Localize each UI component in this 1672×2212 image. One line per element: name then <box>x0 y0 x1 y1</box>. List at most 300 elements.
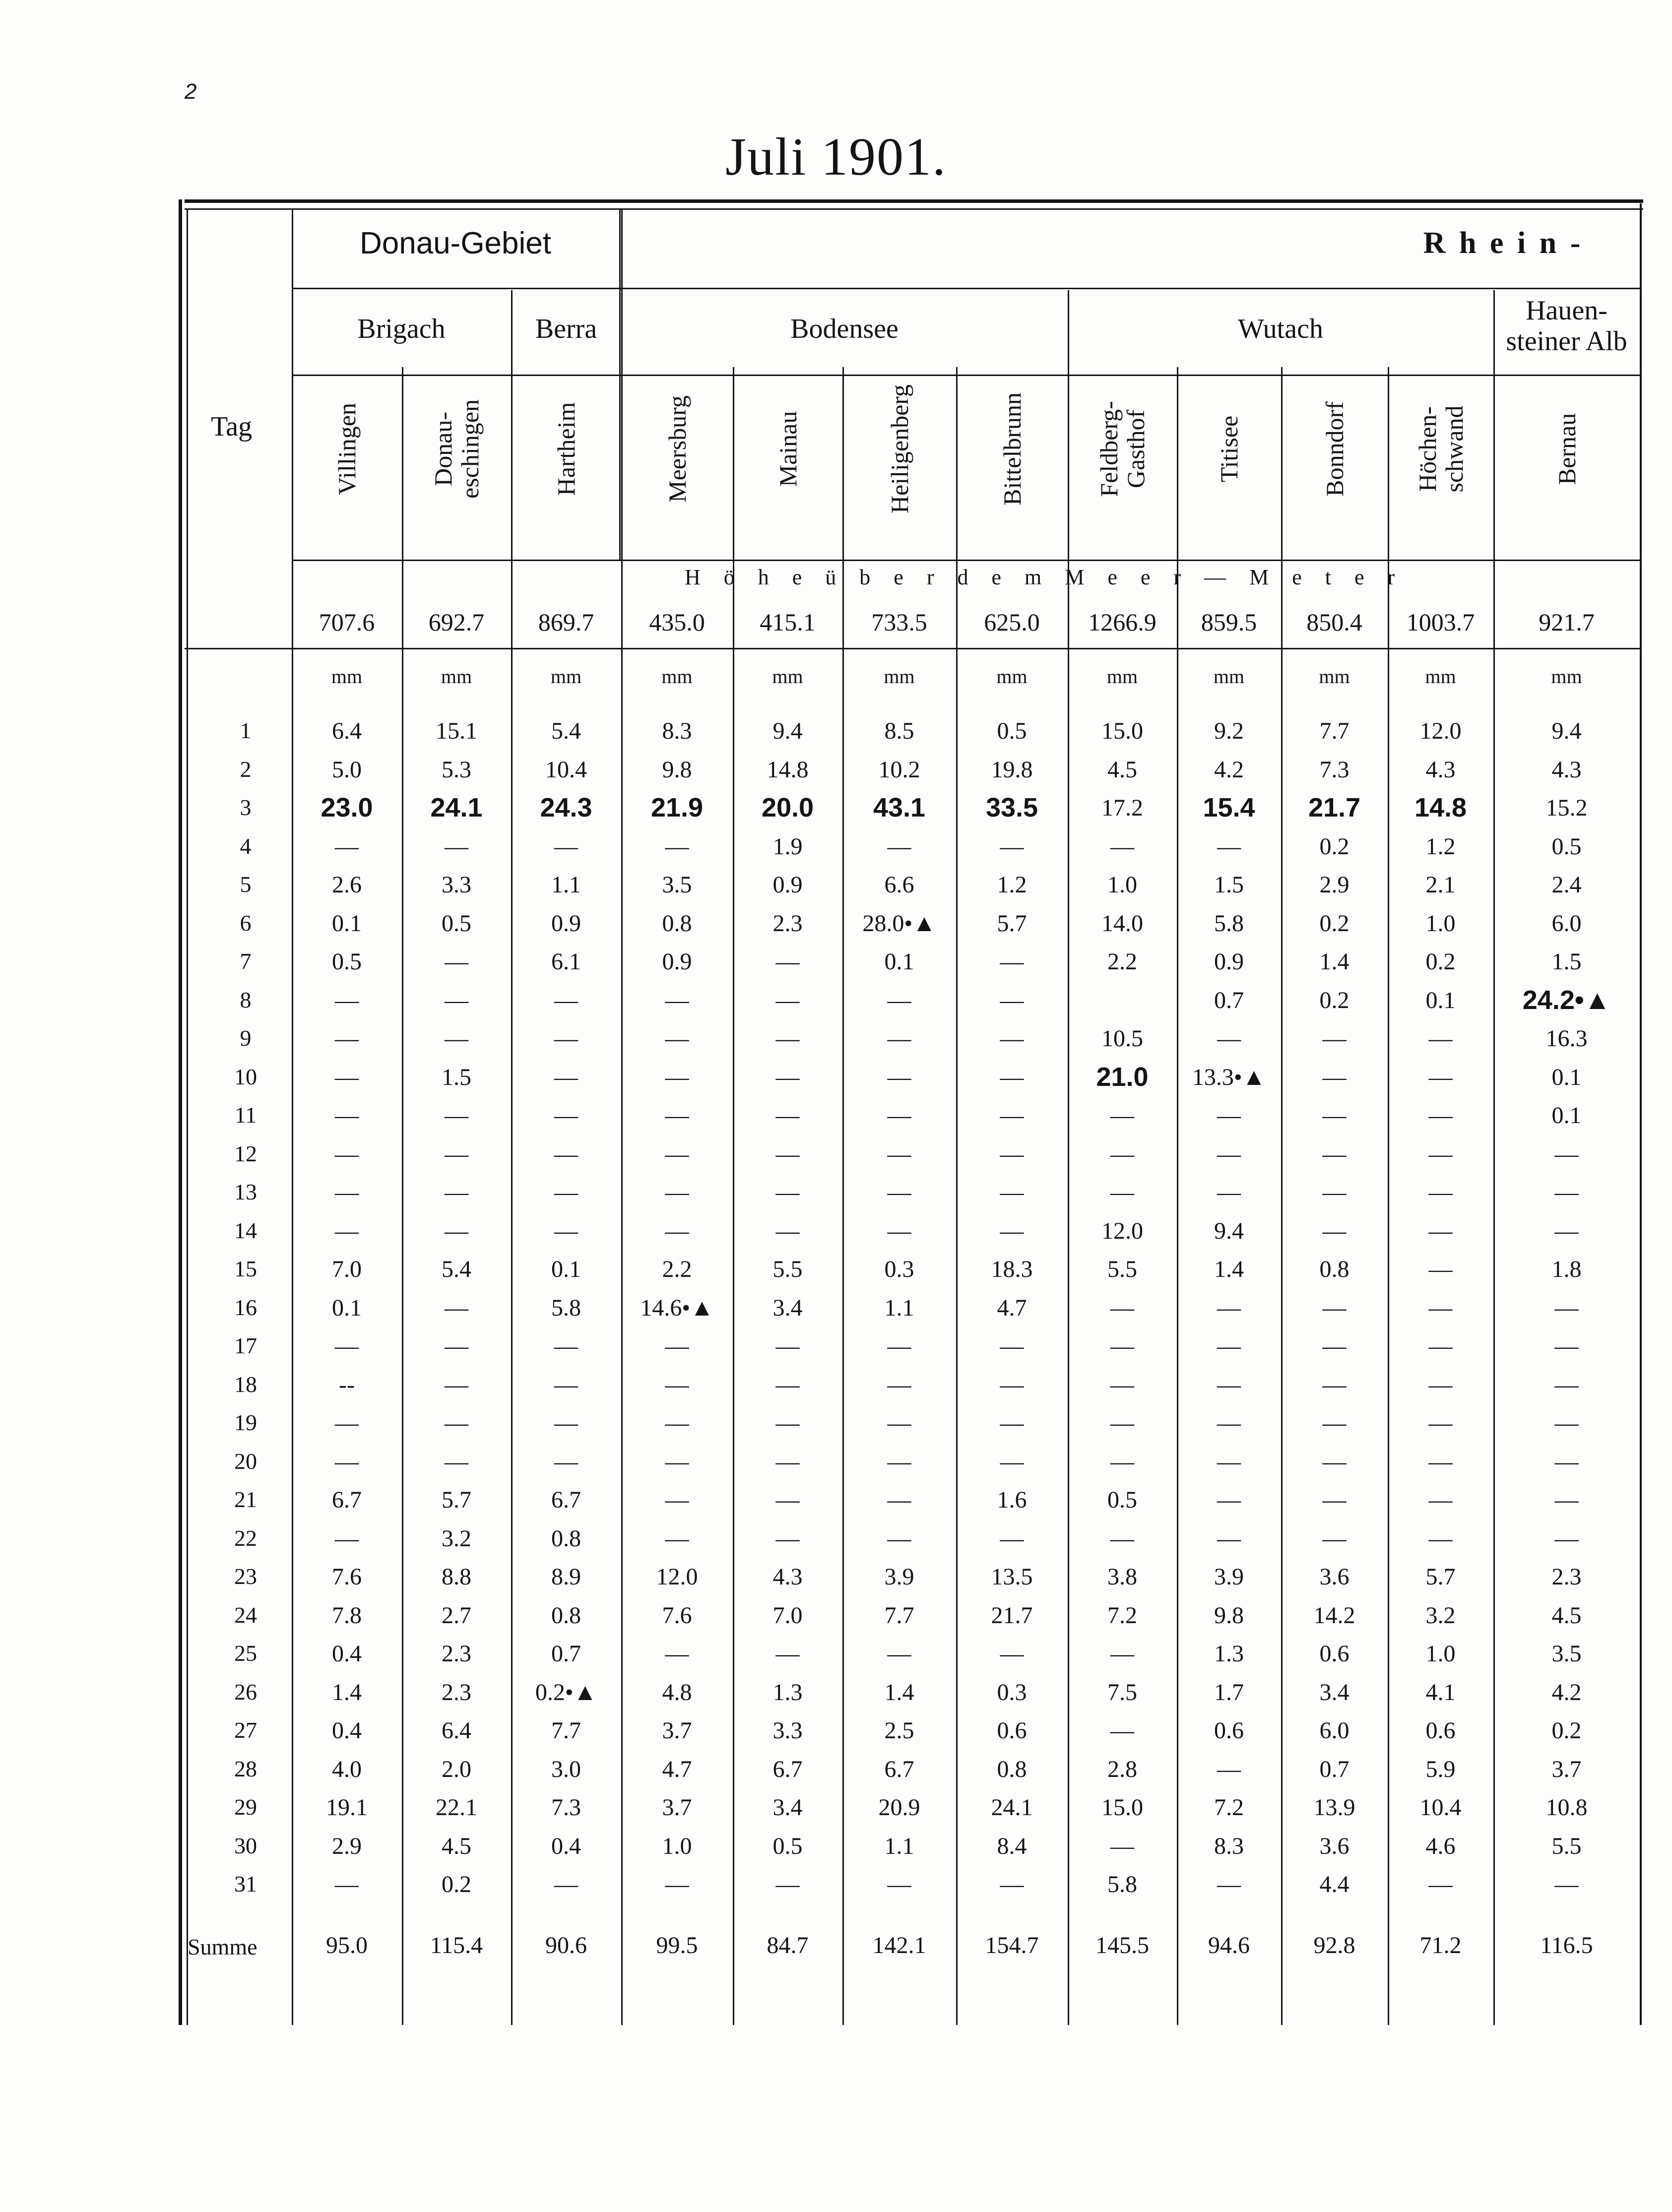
table-cell: 6.0 <box>1551 910 1582 937</box>
table-cell: — <box>775 1525 800 1552</box>
table-cell: 14.8 <box>1414 793 1467 822</box>
table-cell: — <box>1322 1294 1347 1321</box>
table-cell: 0.2 <box>1425 948 1456 975</box>
unit-label: mm <box>1319 665 1350 688</box>
table-cell: — <box>335 987 359 1013</box>
table-cell: 7.2 <box>1107 1602 1137 1629</box>
table-cell: 0.3 <box>997 1679 1027 1706</box>
table-cell: 1.6 <box>997 1487 1027 1513</box>
table-cell: 0.1 <box>332 910 362 937</box>
table-cell: — <box>1322 1140 1347 1167</box>
table-cell: — <box>775 1371 800 1398</box>
table-cell: — <box>554 1410 578 1436</box>
station-name: Hartheim <box>552 402 580 496</box>
unit-label: mm <box>1106 665 1138 688</box>
table-cell: — <box>775 1487 800 1513</box>
table-cell: — <box>554 1371 578 1398</box>
day-number: 10 <box>234 1064 257 1089</box>
table-cell: 10.4 <box>545 756 587 783</box>
table-cell: — <box>665 1025 689 1052</box>
table-cell: 0.1 <box>1551 1102 1582 1129</box>
table-cell: — <box>887 1217 911 1244</box>
table-cell: — <box>1110 1294 1134 1321</box>
table-cell: — <box>1322 1448 1347 1475</box>
table-cell: 5.0 <box>332 756 362 783</box>
station-elevation: 415.1 <box>760 608 816 636</box>
station-name: Heiligenberg <box>885 384 913 514</box>
table-cell: — <box>665 833 689 860</box>
table-cell: 3.4 <box>1319 1679 1350 1706</box>
summe-cell: 99.5 <box>656 1932 698 1959</box>
table-cell: — <box>1322 1025 1347 1052</box>
table-cell: 9.8 <box>662 756 692 783</box>
table-cell: 2.3 <box>1551 1564 1582 1590</box>
table-cell: 1.0 <box>1425 910 1456 937</box>
summe-cell: 116.5 <box>1540 1932 1593 1959</box>
day-number: 6 <box>240 910 252 936</box>
table-cell: 5.8 <box>1214 910 1244 937</box>
table-cell: — <box>445 1102 468 1129</box>
table-cell: 3.7 <box>662 1717 692 1744</box>
table-cell: — <box>1554 1140 1579 1167</box>
day-number: 9 <box>240 1025 252 1051</box>
table-cell: 5.4 <box>551 718 581 744</box>
table-cell: — <box>1217 833 1241 860</box>
table-cell: — <box>775 1064 800 1090</box>
table-cell: — <box>1000 1217 1024 1244</box>
station-name: Villingen <box>333 403 361 495</box>
table-cell: 17.2 <box>1101 795 1143 821</box>
summe-cell: 145.5 <box>1095 1932 1149 1959</box>
table-cell: 3.0 <box>551 1756 581 1782</box>
unit-label: mm <box>772 665 803 688</box>
table-cell: 15.0 <box>1101 1794 1143 1821</box>
table-cell: 4.1 <box>1425 1679 1456 1706</box>
table-cell: 1.4 <box>332 1679 362 1706</box>
table-cell: 5.9 <box>1425 1756 1456 1782</box>
table-cell: — <box>887 1641 911 1667</box>
table-cell: — <box>1000 1102 1024 1129</box>
table-cell: 1.0 <box>1425 1641 1456 1667</box>
table-cell: 10.2 <box>878 756 920 783</box>
day-number: 30 <box>234 1833 257 1858</box>
subgroup-label: Bodensee <box>790 314 899 344</box>
table-cell: 7.0 <box>332 1256 362 1282</box>
table-cell: 7.6 <box>662 1602 692 1629</box>
table-cell: 2.6 <box>332 872 362 898</box>
table-cell: 5.8 <box>551 1294 581 1321</box>
table-cell: — <box>665 1140 689 1167</box>
table-cell: — <box>1554 1179 1579 1205</box>
table-cell: 1.5 <box>1551 948 1582 975</box>
table-cell: — <box>335 1871 359 1897</box>
station-name: Donau- eschingen <box>429 399 484 499</box>
table-cell: 2.9 <box>332 1833 362 1859</box>
table-cell: 0.4 <box>332 1641 362 1667</box>
table-cell: 0.5 <box>997 718 1027 744</box>
table-cell: — <box>445 1294 468 1321</box>
table-cell: 3.8 <box>1107 1564 1137 1590</box>
day-number: 19 <box>234 1410 257 1435</box>
table-cell: 3.5 <box>1551 1641 1582 1667</box>
station-name: Feldberg- Gasthof <box>1095 401 1150 497</box>
table-cell: — <box>335 1179 359 1205</box>
subgroup-label: Brigach <box>357 314 446 344</box>
table-cell: 1.3 <box>1214 1641 1244 1667</box>
table-cell: 5.5 <box>1551 1833 1582 1859</box>
table-cell: — <box>445 1448 468 1475</box>
station-elevation: 869.7 <box>538 608 594 636</box>
summe-cell: 71.2 <box>1419 1932 1462 1959</box>
table-cell: — <box>335 1448 359 1475</box>
table-cell: — <box>775 1025 800 1052</box>
day-number: 1 <box>240 718 252 743</box>
table-cell: — <box>554 987 578 1013</box>
table-cell: 0.7 <box>551 1641 581 1667</box>
table-cell: 2.3 <box>772 910 803 937</box>
table-cell: — <box>887 1410 911 1436</box>
table-cell: — <box>1322 1102 1347 1129</box>
table-cell: 0.6 <box>997 1717 1027 1744</box>
table-cell: 2.2 <box>1107 948 1137 975</box>
day-number: 26 <box>234 1679 257 1705</box>
table-cell: — <box>887 1102 911 1129</box>
table-cell: 0.2 <box>1319 910 1350 937</box>
station-elevation: 1266.9 <box>1088 608 1157 636</box>
table-cell: 4.3 <box>1551 756 1582 783</box>
table-cell: — <box>1000 1448 1024 1475</box>
table-cell: — <box>1000 948 1024 975</box>
table-cell: 7.3 <box>1319 756 1350 783</box>
table-cell: — <box>1428 1333 1453 1359</box>
table-cell: 4.5 <box>442 1833 471 1859</box>
table-cell: — <box>1110 1333 1134 1359</box>
table-cell: 14.2 <box>1313 1602 1355 1629</box>
table-cell: 8.4 <box>997 1833 1027 1859</box>
table-cell: — <box>1217 1025 1241 1052</box>
table-cell: — <box>445 948 468 975</box>
table-cell: 6.4 <box>442 1717 471 1744</box>
day-number: 21 <box>234 1487 257 1512</box>
table-cell: 1.8 <box>1551 1256 1582 1282</box>
table-cell: — <box>1428 1217 1453 1244</box>
table-cell: — <box>775 1179 800 1205</box>
table-cell: 20.0 <box>761 793 814 822</box>
station-name: Meersburg <box>663 395 691 503</box>
station-name: Höchen- schwand <box>1413 405 1468 493</box>
table-cell: — <box>335 833 359 860</box>
day-number: 17 <box>234 1333 257 1358</box>
table-cell: 4.7 <box>662 1756 692 1782</box>
table-cell: 1.1 <box>884 1294 914 1321</box>
summe-cell: 154.7 <box>985 1932 1039 1959</box>
table-cell: — <box>1000 1871 1024 1897</box>
unit-label: mm <box>550 665 582 688</box>
table-cell: 3.2 <box>442 1525 471 1552</box>
table-cell: — <box>445 1140 468 1167</box>
table-cell: — <box>1217 1487 1241 1513</box>
table-cell: 3.6 <box>1319 1833 1350 1859</box>
table-cell: — <box>445 987 468 1013</box>
table-cell: — <box>554 1140 578 1167</box>
table-cell: — <box>554 1333 578 1359</box>
table-cell: 0.3 <box>884 1256 914 1282</box>
table-cell: 7.7 <box>551 1717 581 1744</box>
table-cell: 2.5 <box>884 1717 914 1744</box>
table-cell: — <box>887 1487 911 1513</box>
table-cell: 7.8 <box>332 1602 362 1629</box>
table-cell: 5.8 <box>1107 1871 1137 1897</box>
table-cell: 1.1 <box>884 1833 914 1859</box>
table-cell: — <box>887 1064 911 1090</box>
station-name: Bittelbrunn <box>998 392 1026 506</box>
table-cell: — <box>1000 1641 1024 1667</box>
table-cell: — <box>1110 1371 1134 1398</box>
table-cell: — <box>335 1410 359 1436</box>
table-cell: — <box>887 1525 911 1552</box>
day-number: 31 <box>234 1871 257 1896</box>
table-cell: 4.3 <box>1425 756 1456 783</box>
table-cell: — <box>665 1179 689 1205</box>
col-divider <box>619 208 621 561</box>
table-cell: 10.8 <box>1545 1794 1588 1821</box>
table-cell: 8.9 <box>551 1564 581 1590</box>
table-cell: 6.7 <box>884 1756 914 1782</box>
table-cell: 15.0 <box>1101 718 1143 744</box>
table-cell: 23.0 <box>321 793 373 822</box>
table-cell: 5.3 <box>442 756 471 783</box>
table-cell: 22.1 <box>436 1794 477 1821</box>
table-cell: 4.4 <box>1319 1871 1350 1897</box>
table-cell: 1.3 <box>772 1679 803 1706</box>
subgroup-label: Hauen- steiner Alb <box>1506 295 1627 357</box>
table-cell: 10.4 <box>1419 1794 1462 1821</box>
table-cell: 1.5 <box>442 1064 471 1090</box>
table-cell: — <box>1322 1179 1347 1205</box>
table-cell: 0.7 <box>1319 1756 1350 1782</box>
table-cell: 8.3 <box>662 718 692 744</box>
table-cell: 43.1 <box>873 793 926 822</box>
table-cell: 4.5 <box>1107 756 1137 783</box>
table-cell: — <box>335 1140 359 1167</box>
table-cell: — <box>1322 1487 1347 1513</box>
table-cell: 3.3 <box>442 872 471 898</box>
table-cell: 0.6 <box>1319 1641 1350 1667</box>
table-cell: — <box>445 1410 468 1436</box>
table-cell: 2.0 <box>442 1756 471 1782</box>
station-elevation: 1003.7 <box>1406 608 1475 636</box>
table-cell: — <box>665 987 689 1013</box>
table-cell: — <box>1110 1641 1134 1667</box>
table-cell: — <box>1428 1256 1453 1282</box>
station-elevation: 692.7 <box>428 608 485 636</box>
table-cell: — <box>775 1641 800 1667</box>
day-number: 13 <box>234 1179 257 1204</box>
table-cell: 2.3 <box>442 1641 471 1667</box>
table-cell: 13.9 <box>1313 1794 1355 1821</box>
table-cell: — <box>1000 1179 1024 1205</box>
table-cell: — <box>335 1333 359 1359</box>
table-cell: — <box>1428 1025 1453 1052</box>
table-left-rule-thin <box>187 208 188 2025</box>
summe-cell: 92.8 <box>1313 1932 1355 1959</box>
table-cell: 1.4 <box>1319 948 1350 975</box>
table-cell: — <box>665 1333 689 1359</box>
unit-label: mm <box>441 665 472 688</box>
header-rule <box>185 648 1640 649</box>
table-cell: — <box>1322 1525 1347 1552</box>
table-cell: 1.2 <box>1425 833 1456 860</box>
table-cell: — <box>1217 1525 1241 1552</box>
table-cell: — <box>1554 1525 1579 1552</box>
table-cell: — <box>1217 1410 1241 1436</box>
table-cell: 12.0 <box>656 1564 698 1590</box>
table-cell: — <box>335 1102 359 1129</box>
table-cell: 19.8 <box>991 756 1033 783</box>
station-name: Mainau <box>773 411 802 487</box>
summe-cell: 94.6 <box>1208 1932 1250 1959</box>
table-cell: — <box>554 1179 578 1205</box>
table-cell: 2.2 <box>662 1256 692 1282</box>
table-cell: 7.6 <box>332 1564 362 1590</box>
station-name: Bonndorf <box>1320 401 1349 497</box>
table-cell: 10.5 <box>1101 1025 1143 1052</box>
table-cell: — <box>665 1871 689 1897</box>
table-cell: — <box>1000 1333 1024 1359</box>
table-cell: — <box>1110 1179 1134 1205</box>
table-cell: — <box>1110 1140 1134 1167</box>
unit-label: mm <box>996 665 1028 688</box>
table-cell: 0.1 <box>551 1256 581 1282</box>
table-cell: — <box>1428 1064 1453 1090</box>
table-cell: 0.4 <box>551 1833 581 1859</box>
table-cell: 2.1 <box>1425 872 1456 898</box>
table-cell: — <box>1217 1756 1241 1782</box>
table-cell: — <box>554 1064 578 1090</box>
table-cell: — <box>1554 1410 1579 1436</box>
table-cell: 4.7 <box>997 1294 1027 1321</box>
station-elevation: 435.0 <box>649 608 705 636</box>
table-cell: 1.0 <box>1107 872 1137 898</box>
table-cell: — <box>1217 1448 1241 1475</box>
table-cell: 0.8 <box>997 1756 1027 1782</box>
table-cell: 5.7 <box>1425 1564 1456 1590</box>
table-cell: 6.4 <box>332 718 362 744</box>
table-cell: — <box>775 1217 800 1244</box>
table-cell: 0.2 <box>1319 987 1350 1013</box>
table-cell: — <box>554 1217 578 1244</box>
table-cell: 0.9 <box>1214 948 1244 975</box>
table-cell: — <box>1428 1871 1453 1897</box>
table-cell: 0.9 <box>551 910 581 937</box>
table-cell: 7.2 <box>1214 1794 1244 1821</box>
table-cell: 13.3•▲ <box>1192 1064 1266 1090</box>
table-cell: 1.5 <box>1214 872 1244 898</box>
table-cell: 5.4 <box>442 1256 471 1282</box>
station-elevation: 625.0 <box>984 608 1040 636</box>
table-cell: — <box>1217 1371 1241 1398</box>
day-number: 20 <box>234 1448 257 1474</box>
table-cell: — <box>887 1448 911 1475</box>
day-number: 14 <box>234 1217 257 1243</box>
day-number: 12 <box>234 1140 257 1166</box>
table-cell: — <box>1554 1371 1579 1398</box>
table-cell: 3.7 <box>662 1794 692 1821</box>
tag-column-label: Tag <box>211 411 253 442</box>
table-cell: — <box>1217 1871 1241 1897</box>
table-cell: — <box>1110 1448 1134 1475</box>
table-cell: — <box>445 1333 468 1359</box>
table-cell: 12.0 <box>1101 1217 1143 1244</box>
table-cell: 28.0•▲ <box>862 910 936 937</box>
table-cell: — <box>1110 1717 1134 1744</box>
table-cell: 1.1 <box>551 872 581 898</box>
table-cell: — <box>445 1179 468 1205</box>
table-cell: 6.7 <box>332 1487 362 1513</box>
table-cell: — <box>445 1217 468 1244</box>
table-cell: — <box>1428 1140 1453 1167</box>
table-cell: 2.7 <box>442 1602 471 1629</box>
table-cell: 0.2 <box>1551 1717 1582 1744</box>
subgroup-label: Wutach <box>1238 314 1323 344</box>
header-rule <box>292 375 1640 376</box>
table-cell: 1.7 <box>1214 1679 1244 1706</box>
table-cell: 7.3 <box>551 1794 581 1821</box>
table-cell: 3.7 <box>1551 1756 1582 1782</box>
table-cell: 5.7 <box>442 1487 471 1513</box>
station-elevation: 859.5 <box>1201 608 1257 636</box>
table-cell: 9.2 <box>1214 718 1244 744</box>
table-cell: 14.6•▲ <box>640 1294 714 1321</box>
table-cell: — <box>554 833 578 860</box>
table-cell: -- <box>339 1371 355 1398</box>
summe-label: Summe <box>188 1934 257 1959</box>
table-cell: — <box>775 1410 800 1436</box>
table-cell: — <box>335 1525 359 1552</box>
table-cell: — <box>1110 1410 1134 1436</box>
table-cell: — <box>665 1102 689 1129</box>
table-cell: 6.7 <box>772 1756 803 1782</box>
table-cell: 1.2 <box>997 872 1027 898</box>
table-cell: — <box>887 1333 911 1359</box>
day-number: 28 <box>234 1756 257 1781</box>
table-cell: 9.4 <box>772 718 803 744</box>
table-cell: 0.9 <box>772 872 803 898</box>
table-cell: — <box>887 1871 911 1897</box>
table-cell: — <box>335 1064 359 1090</box>
table-cell: 0.2•▲ <box>535 1679 597 1706</box>
table-cell: — <box>887 987 911 1013</box>
table-cell: 0.8 <box>662 910 692 937</box>
table-cell: 2.8 <box>1107 1756 1137 1782</box>
table-cell: 0.5 <box>1107 1487 1137 1513</box>
table-cell: 15.1 <box>436 718 477 744</box>
table-cell: 3.5 <box>662 872 692 898</box>
table-right-edge <box>1640 203 1642 2025</box>
table-cell: — <box>1000 833 1024 860</box>
table-cell: — <box>887 1371 911 1398</box>
elevation-label: H ö h e ü b e r d e m M e e r — M e t e r <box>685 565 1404 589</box>
unit-label: mm <box>1551 665 1582 688</box>
table-cell: 15.2 <box>1545 795 1588 821</box>
table-cell: 0.6 <box>1214 1717 1244 1744</box>
table-cell: 9.4 <box>1551 718 1582 744</box>
table-cell: 1.4 <box>1214 1256 1244 1282</box>
table-cell: — <box>665 1487 689 1513</box>
table-cell: 5.5 <box>772 1256 803 1282</box>
unit-label: mm <box>1425 665 1456 688</box>
header-rule <box>292 288 1640 289</box>
